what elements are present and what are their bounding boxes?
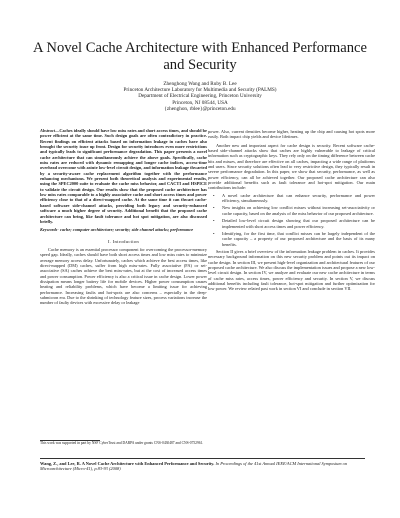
citation-divider — [40, 458, 365, 459]
contribution-item: • Detailed low-level circuit design showing that our proposed architecture can be implemented with short access times and power efficiency. — [222, 218, 375, 229]
body-paragraph: Section II gives a brief overview of the information leakage problem in caches. It provides necessary background information on this new security problem and points out its impact on cache design. In section III, we present high-level organization and architectural features of our proposed cache architecture. We also discuss the implementation issues and propose a new low-level circuit design. In section IV, we analyze and evaluate our new cache architecture in terms of cache miss rates, access times, power efficiency and security. In section V, we discuss additional benefits including fault tolerance, hot-spot mitigation and further optimization for low power. We review related past work in section VI and conclude in section VII. — [208, 248, 375, 292]
funding-footnote: This work was supported in part by NSF CyberTrust and DARPA under grants CNS-0430487 and CNS-0752961. — [40, 441, 204, 445]
body-paragraph: Another new and important aspect for cache design is security. Recent software cache-based side-channel attacks show that caches are highly vulnerable to leakage of critical information such as cryptographic keys. They rely only on the timing difference between cache hits and misses, and therefore are effective on all caches, impacting a wide range of platforms and users. Since security solutions often lead to very restrictive design, they typically result in severe performance degradation. In this paper, we show that security, performance, as well as power efficiency, can all be achieved together. Our proposed cache architecture can also provide additional benefits such as fault tolerance and hot-spot mitigation. Our main contributions include: — [208, 142, 375, 191]
citation — [40, 461, 365, 472]
contributions-list — [208, 193, 375, 247]
section-heading-introduction: I. Introduction — [107, 238, 140, 244]
contribution-item: • Identifying, for the first time, that conflict misses can be largely independent of the cache capacity – a property of our proposed architecture and the basis of its many benefits. — [222, 231, 375, 247]
right-column — [208, 129, 375, 292]
abstract-text: —Caches ideally should have low miss rates and short access times, and should be power efficient at the same time. Such design goals are often contradictory in practice. Recent findings on efficient attacks based on information leakage in caches have also brought the security issue up front. Design for security introduces even more restrictions and typically leads to significant performance degradation. This paper presents a novel cache architecture that can simultaneously achieve the above goals. Specifically, cache miss rates are reduced with dynamic remapping and longer cache indices, access-time overhead overcome with astute low-level circuit design, and information leakage thwarted by a security-aware cache replacement algorithm together with the performance enhancing mechanisms. We present both theoretical analysis and experimental results, using the SPEC2000 suite to evaluate the cache miss behavior, and CACTI and HSPICE to validate the circuit design. Our results show that the proposed cache architecture has low miss rates comparable to a highly associative cache and short access times and power efficiency close to that of a direct-mapped cache. At the same time it can thwart cache-based software side-channel attacks, providing both legacy and security-enhanced software a much higher degree of security. Additional benefit that the proposed cache architecture can bring, like fault tolerance and hot spot mitigation, are also discussed briefly. — [40, 128, 207, 224]
intro-paragraph: Cache memory is an essential processor component for overcoming the processor-memory speed gap. Ideally, caches should have both short access times and low miss rates to minimize average memory access delay. Unfortunately, caches which achieve the best access times, like direct-mapped (DM) caches, suffer from high miss-rates. Fully associative (FA) or set-associative (SA) caches achieve the best miss-rates, but at the cost of increased access times and power consumption. Power efficiency is also a critical issue in cache design. Lower power dissipation means longer battery life for mobile devices. Higher power consumption causes heating and reliability problems, which have become a limiting issue for achieving performance. Increasing faults and hot-spots are also concerns – especially in the deep-submicron era. Due to the shrinking of technology feature sizes, process variations increase the number of faulty devices with excessive delay or leakage — [40, 246, 207, 306]
body-paragraph: power. Also, current densities become higher, heating up the chip and causing hot spots more easily. Both impact chip yields and device lifetimes. — [208, 129, 375, 140]
author-emails: {zhenghon, rblee}@princeton.edu — [164, 105, 236, 112]
affiliation-line: Princeton Architecture Laboratory for Multimedia and Security (PALMS) — [123, 87, 277, 94]
keywords: Keywords- cache; computer architecture; security; side channel attacks; performance — [40, 227, 194, 233]
affiliation-line: Department of Electrical Engineering, Princeton University — [138, 93, 262, 100]
author-block — [0, 81, 400, 112]
author-names: Zhenghong Wang and Ruby B. Lee — [163, 81, 237, 87]
citation-venue: In Proceedings of the 41st Annual IEEE/ACM International Symposium on Microarchitecture (Micro-41), p.83-93 (2008) — [40, 461, 348, 472]
contribution-item: • New insights on achieving low conflict misses without increasing set-associativity or cache capacity, based on the analysis of the miss behavior of our proposed architecture. — [222, 205, 375, 216]
abstract-label: Abstract — [40, 128, 55, 133]
left-column — [40, 128, 207, 306]
contribution-item: • A novel cache architecture that can enhance security, performance and power efficiency, simultaneously. — [222, 193, 375, 204]
paper-title: A Novel Cache Architecture with Enhanced Performance and Security — [33, 40, 367, 73]
affiliation-line: Princeton, NJ 08544, USA — [172, 99, 228, 106]
citation-authors: Wang, Z., and Lee, R. A Novel Cache Architecture with Enhanced Performance and Security. — [40, 461, 215, 466]
abstract — [40, 128, 207, 224]
